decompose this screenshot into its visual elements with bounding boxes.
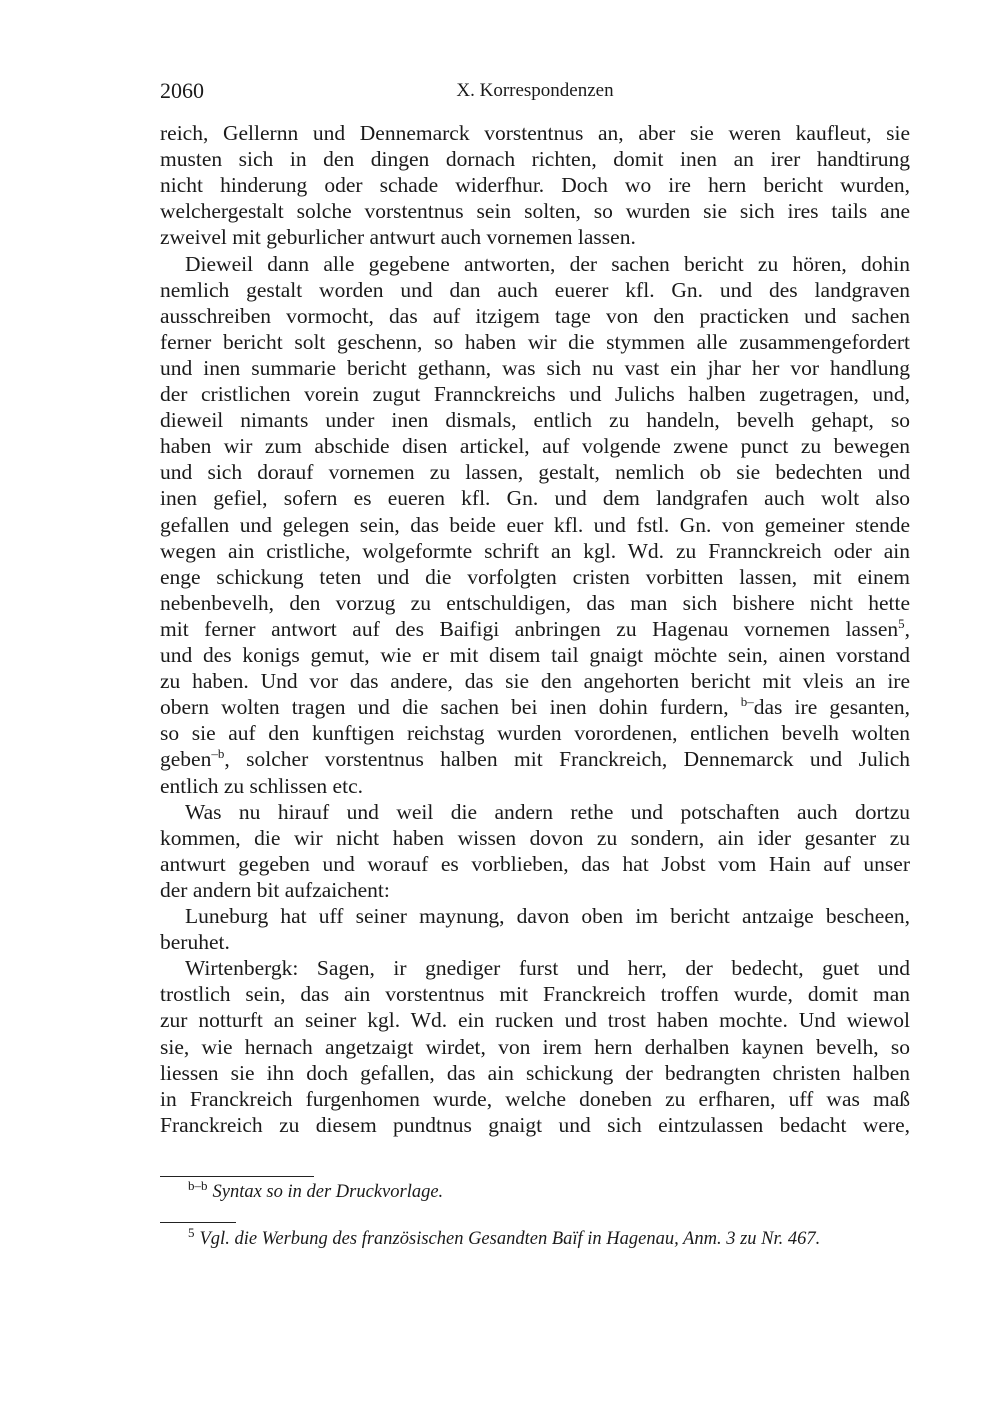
line-text-tail: das ire gesanten,: [753, 695, 910, 720]
text-line: [160, 773, 910, 799]
text-line: [160, 355, 910, 381]
line-text: liessen sie ihn doch gefallen, das ain schickung der bedrangten christen halben: [160, 1060, 910, 1085]
line-text: dieweil nimants under inen dismals, entlich zu handeln, bevelh gehapt, so: [160, 408, 910, 433]
text-line: [160, 825, 910, 851]
text-line: [160, 459, 910, 485]
line-text: und inen summarie bericht gethann, was sich nu vast ein jhar her vor handlung: [160, 355, 910, 380]
running-title: X. Korrespondenzen: [456, 80, 614, 101]
text-line: [160, 694, 910, 720]
text-line: [160, 1086, 910, 1112]
text-line: [160, 172, 910, 198]
footnote-reference: b–: [740, 694, 754, 710]
text-line: [185, 251, 910, 277]
line-text: und des konigs gemut, wie er mit disem tail gnaigt möchte sein, ainen vorstand: [160, 643, 910, 667]
text-line: [185, 903, 910, 929]
line-text: reich, Gellernn und Dennemarck vorstentnus an, aber sie weren kaufleut, sie: [160, 121, 910, 145]
footnote-b: [188, 1178, 444, 1203]
footnote-text: Syntax so in der Druckvorlage.: [212, 1182, 444, 1202]
line-text: der andern bit aufzaichent:: [160, 877, 390, 902]
line-text: der cristlichen vorein zugut Frannckreichs und Julichs halben zugetragen, und,: [160, 382, 910, 406]
text-line: [160, 929, 910, 955]
footnote-mark: 5: [188, 1225, 195, 1240]
text-line: [160, 720, 910, 746]
line-text: musten sich in den dingen dornach richten, domit inen an irer handtirung: [160, 147, 910, 172]
line-text: inen gefiel, sofern es eueren kfl. Gn. und dem landgrafen auch wolt also: [160, 486, 910, 511]
text-line: [160, 851, 910, 877]
line-text: zur notturft an seiner kgl. Wd. ein rucken und trost haben mochte. Und wiewol: [160, 1008, 910, 1033]
text-line: [160, 485, 910, 511]
line-text: beruhet.: [160, 930, 230, 955]
text-line: [160, 1034, 910, 1060]
text-line: [160, 407, 910, 433]
line-text-tail: , solcher vorstentnus halben mit Franckreich, Dennemarck und Julich: [224, 747, 910, 772]
footnote-reference: –b: [211, 746, 225, 762]
text-line: [160, 224, 910, 250]
text-line: [160, 564, 910, 590]
text-line: [160, 981, 910, 1007]
text-line: [160, 329, 910, 355]
line-text: haben wir zum abschide disen artickel, auf volgende zwene punct zu bewegen: [160, 434, 910, 459]
text-line: [160, 433, 910, 459]
page-number: 2060: [160, 78, 204, 103]
line-text: wegen ain cristliche, wolgeformte schrift an kgl. Wd. zu Frannckreich oder ain: [160, 538, 910, 563]
line-text: enge schickung teten und die vorfolgten cristen vorbitten lassen, mit einem: [160, 564, 910, 589]
footnote-text: Vgl. die Werbung des französischen Gesandten Baïf in Hagenau, Anm. 3 zu Nr. 467.: [199, 1229, 821, 1249]
text-line: [160, 538, 910, 564]
text-line: [160, 146, 910, 172]
text-line: [160, 590, 910, 616]
footnote-5: [188, 1225, 821, 1250]
line-text: ferner bericht solt geschenn, so haben wir die stymmen alle zusammengefordert: [160, 329, 910, 354]
line-text: Luneburg hat uff seiner maynung, davon oben im bericht antzaige bescheen,: [185, 904, 910, 928]
footnote-mark: b–b: [188, 1178, 208, 1193]
line-text: zweivel mit geburlicher antwurt auch vornemen lassen.: [160, 225, 636, 250]
text-line: [160, 1112, 910, 1138]
line-text: trostlich sein, das ain vorstentnus mit Franckreich troffen wurde, domit man: [160, 982, 910, 1007]
text-line: [160, 512, 910, 538]
text-line: [185, 955, 910, 981]
line-text: Was nu hirauf und weil die andern rethe und potschaften auch dortzu: [185, 799, 910, 824]
line-text: obern wolten tragen und die sachen bei inen dohin furdern,: [160, 695, 741, 720]
line-text: kommen, die wir nicht haben wissen dovon zu sondern, ain ider gesanter zu: [160, 825, 910, 850]
text-line: [160, 616, 910, 642]
page-header: [160, 78, 910, 106]
line-text: mit ferner antwort auf des Baifigi anbringen zu Hagenau vornemen lassen: [160, 616, 899, 641]
line-text: nicht hinderung oder schade widerfhur. Doch wo ire hern bericht wurden,: [160, 173, 910, 198]
text-line: [160, 642, 910, 668]
text-line: [160, 1060, 910, 1086]
footnote-reference: 5: [898, 615, 905, 631]
line-text: antwurt gegeben und worauf es vorblieben, das hat Jobst vom Hain auf unser: [160, 851, 910, 876]
text-line: [160, 746, 910, 772]
text-line: [160, 303, 910, 329]
line-text: nebenbevelh, den vorzug zu entschuldigen, das man sich bishere nicht hette: [160, 590, 910, 615]
text-line: [160, 277, 910, 303]
line-text: Franckreich zu diesem pundtnus gnaigt und sich eintzulassen bedacht were,: [160, 1112, 910, 1137]
text-line: [160, 198, 910, 224]
line-text: nemlich gestalt worden und dan auch euerer kfl. Gn. und des landgraven: [160, 277, 910, 302]
line-text: geben: [160, 747, 212, 772]
line-text: zu haben. Und vor das andere, das sie den angehorten bericht mit vleis an ire: [160, 669, 910, 694]
line-text-tail: ,: [904, 616, 910, 641]
text-line: [160, 877, 910, 903]
text-line: [160, 381, 910, 407]
line-text: und sich dorauf vornemen zu lassen, gestalt, nemlich ob sie bedechten und: [160, 460, 910, 485]
line-text: Dieweil dann alle gegebene antworten, der sachen bericht zu hören, dohin: [185, 251, 910, 276]
footnote-rule-letters: [160, 1176, 314, 1177]
line-text: in Franckreich furgenhomen wurde, welche doneben zu erfharen, uff was maß: [160, 1086, 910, 1111]
text-line: [185, 799, 910, 825]
line-text: welchergestalt solche vorstentnus sein solten, so wurden sie sich ires tails ane: [160, 199, 910, 224]
line-text: sie, wie hernach angetzaigt wirdet, von irem hern derhalben kaynen bevelh, so: [160, 1034, 910, 1059]
line-text: so sie auf den kunftigen reichstag wurden vorordenen, entlichen bevelh wolten: [160, 721, 910, 746]
text-line: [160, 120, 910, 146]
line-text: ausschreiben vormocht, das auf itzigem tage von den practicken und sachen: [160, 303, 910, 328]
text-line: [160, 668, 910, 694]
footnote-rule-numbers: [160, 1222, 236, 1223]
line-text: Wirtenbergk: Sagen, ir gnediger furst und herr, der bedecht, guet und: [185, 956, 910, 981]
text-line: [160, 1007, 910, 1033]
line-text: entlich zu schlissen etc.: [160, 773, 363, 798]
line-text: gefallen und gelegen sein, das beide euer kfl. und fstl. Gn. von gemeiner stende: [160, 512, 910, 537]
